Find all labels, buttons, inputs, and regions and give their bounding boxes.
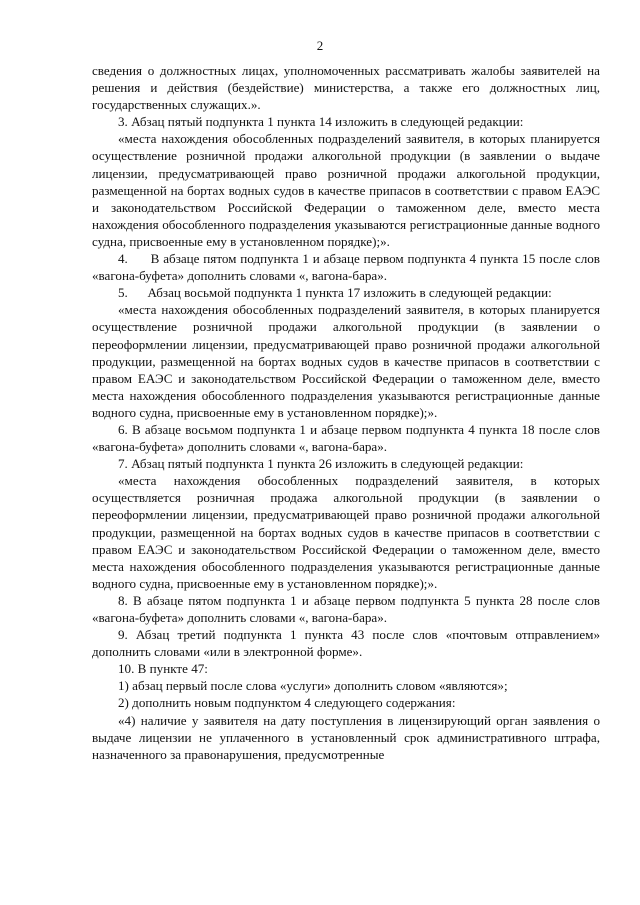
paragraph-continuation: сведения о должностных лицах, уполномоченных рассматривать жалобы заявителей на решения и действия (бездействие) министерства, а также его должностных лиц, государственных служащих.». <box>92 63 600 113</box>
paragraph-item-6: 6. В абзаце восьмом подпункта 1 и абзаце первом подпункта 4 пункта 18 после слов «вагона-буфета» дополнить словами «, вагона-бара». <box>92 421 600 455</box>
paragraph-quote-3: «места нахождения обособленных подразделений заявителя, в которых осуществляется розничная продажа алкогольной продукции (в заявлении о переоформлении лицензии, предусматривающей право розничной продажи алкогольной продукции, размещенной на бортах водных судов в качестве припасов в соответствии с правом ЕАЭС и законодательством Российской Федерации о таможенном деле, вместо места нахождения обособленного подразделения указываются регистрационные данные водного судна, присвоенные ему в установленном порядке);». <box>92 473 600 591</box>
paragraph-item-4: 4. В абзаце пятом подпункта 1 и абзаце первом подпункта 4 пункта 15 после слов «вагона-буфета» дополнить словами «, вагона-бара». <box>92 251 604 284</box>
page-number: 2 <box>316 38 324 53</box>
paragraph-item-3: 3. Абзац пятый подпункта 1 пункта 14 изложить в следующей редакции: <box>118 114 524 130</box>
paragraph-item-8: 8. В абзаце пятом подпункта 1 и абзаце первом подпункта 5 пункта 28 после слов «вагона-буфета» дополнить словами «, вагона-бара». <box>92 592 600 625</box>
paragraph-quote-1: «места нахождения обособленных подразделений заявителя, в которых планируется осуществление розничной продажи алкогольной продукции (в заявлении о выдаче лицензии, предусматривающей право розничной продажи алкогольной продукции, размещенной на бортах водных судов в качестве припасов в соответствии с правом ЕАЭС и законодательством Российской Федерации о таможенном деле, вместо места нахождения обособленного подразделения указываются регистрационные данные водного судна, присвоенные ему в установленном порядке);». <box>92 131 600 249</box>
paragraph-item-10: 10. В пункте 47: <box>118 661 208 677</box>
paragraph-subitem-1: 1) абзац первый после слова «услуги» дополнить словом «являются»; <box>118 678 508 694</box>
paragraph-item-7: 7. Абзац пятый подпункта 1 пункта 26 изложить в следующей редакции: <box>118 456 524 472</box>
document-body <box>92 62 604 763</box>
paragraph-quote-4: «4) наличие у заявителя на дату поступления в лицензирующий орган заявления о выдаче лицензии не уплаченного в установленный срок административного штрафа, назначенного за правонарушения, предусмотренные <box>92 712 600 762</box>
paragraph-subitem-2: 2) дополнить новым подпунктом 4 следующего содержания: <box>118 695 456 711</box>
paragraph-item-9: 9. Абзац третий подпункта 1 пункта 43 после слов «почтовым отправлением» дополнить словами «или в электронной форме». <box>92 627 600 660</box>
paragraph-item-5: 5. Абзац восьмой подпункта 1 пункта 17 изложить в следующей редакции: <box>118 285 552 301</box>
paragraph-quote-2: «места нахождения обособленных подразделений заявителя, в которых планируется осуществление розничной продажи алкогольной продукции (в заявлении о переоформлении лицензии, предусматривающей право розничной продажи алкогольной продукции, размещенной на бортах водных судов в качестве припасов в соответствии с правом ЕАЭС и законодательством Российской Федерации о таможенном деле, вместо места нахождения обособленного подразделения указываются регистрационные данные водного судна, присвоенные ему в установленном порядке);». <box>92 302 600 420</box>
